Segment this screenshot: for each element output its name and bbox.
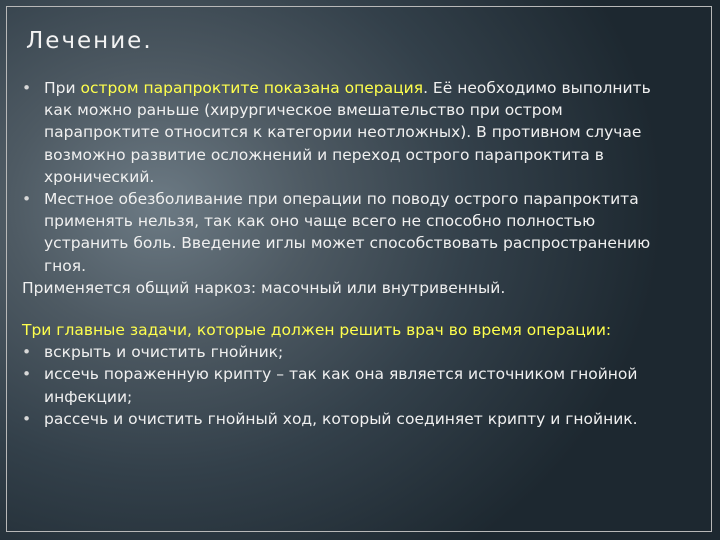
tasks-heading: Три главные задачи, которые должен решить врач во время операции: [22, 321, 612, 340]
spacer [22, 299, 682, 319]
bullet-icon: • [22, 79, 32, 97]
task-text: рассечь и очистить гнойный ход, который соединяет крипту и гнойник. [44, 409, 638, 428]
bullet-icon: • [22, 365, 32, 384]
task-item [22, 341, 682, 363]
task-text: иссечь пораженную крипту – так как она является источником гнойной инфекции; [44, 365, 638, 406]
p1-post: . Её необходимо выполнить как можно раньше (хирургическое вмешательство при остром парапроктите относится к категории неотложных). В противном случае возможно развитие осложнений и переход острого парапроктита в хронический. [44, 79, 651, 186]
p1-highlight: остром парапроктите показана операция [80, 79, 424, 97]
p2-text: Местное обезболивание при операции по поводу острого парапроктита применять нельзя, так как оно чаще всего не способно полностью устранить боль. Введение иглы может способствовать распространению гноя. [44, 190, 651, 275]
bullet-icon: • [22, 343, 32, 362]
general-anesthesia-line: Применяется общий наркоз: масочный или внутривенный. [22, 278, 506, 297]
bullet-item-operation [22, 77, 682, 188]
bullet-item-anesthesia [22, 188, 682, 277]
bullet-icon: • [22, 409, 32, 428]
task-item [22, 408, 682, 430]
task-item [22, 363, 682, 407]
task-text: вскрыть и очистить гнойник; [44, 343, 284, 362]
bullet-icon: • [22, 190, 32, 209]
slide-content [22, 77, 682, 430]
p1-pre: При [44, 79, 81, 97]
slide-title: Лечение. [26, 28, 153, 54]
